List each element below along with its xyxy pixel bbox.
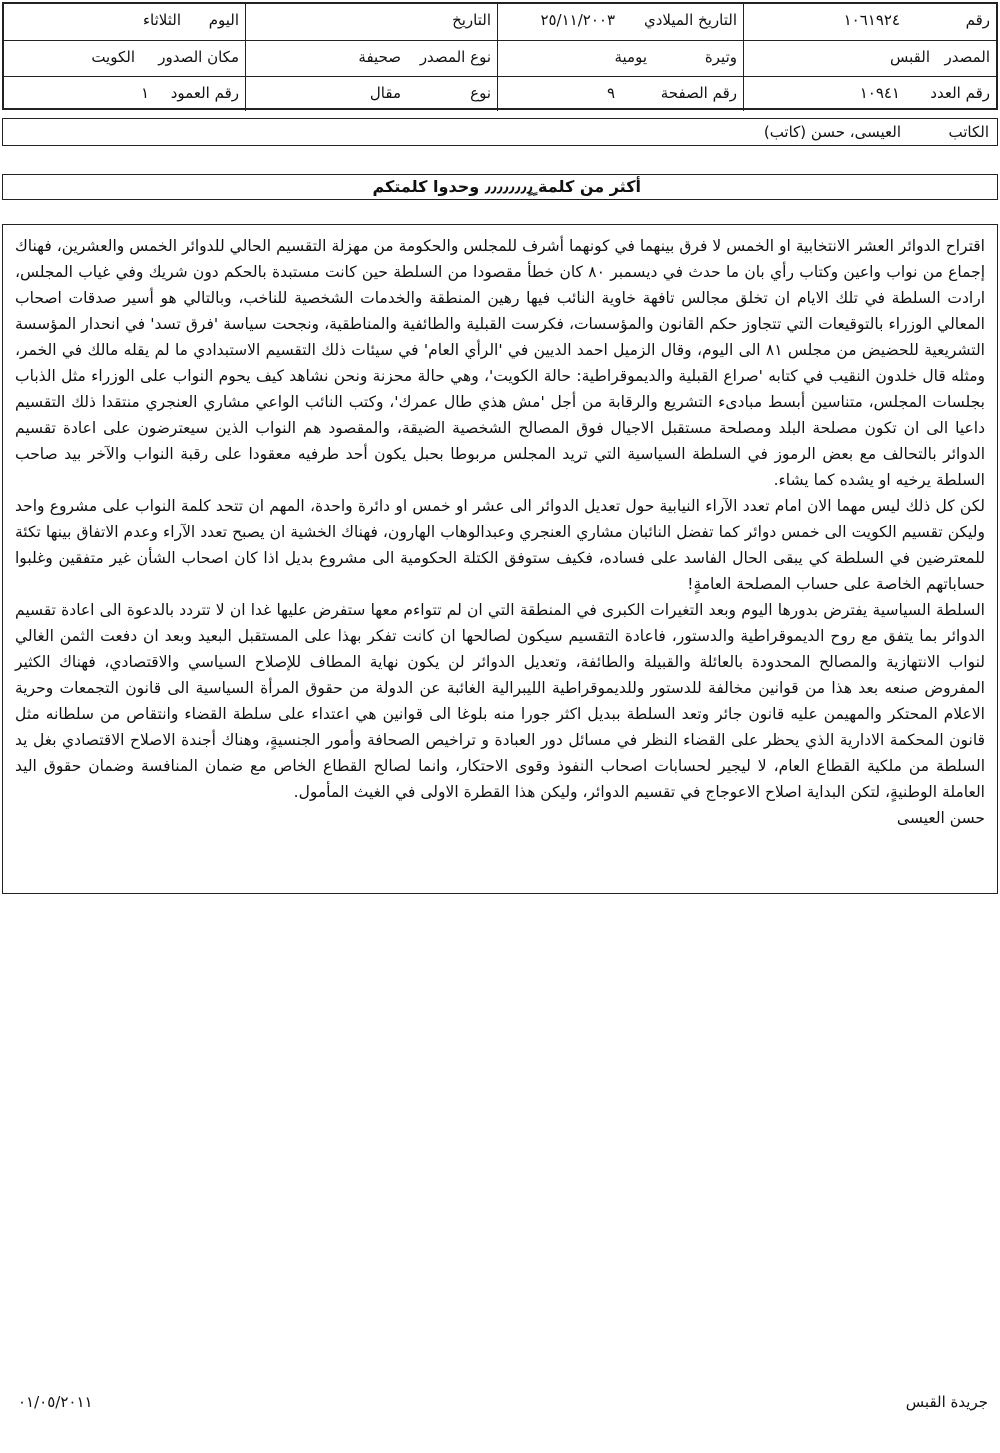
type-value: مقال: [369, 84, 401, 102]
day-cell: [0, 4, 246, 40]
source-value: القبس: [890, 48, 930, 66]
frequency-cell: [498, 41, 744, 77]
issue-cell: [744, 77, 996, 111]
metadata-row-3: [4, 76, 996, 111]
page-number-value: ٩: [606, 84, 615, 102]
article-paragraph: اقتراح الدوائر العشر الانتخابية او الخمس لا فرق بينهما في كونهما أشرف للمجلس والحكومة من مهزلة التقسيم الحالي للدوائر الخمس والعشرين، فهناك إجماع من نواب واعين وكتاب رأي بان ما حدث في ديسمبر ٨٠ كان خطأ مقصودا من السلطة حين كانت مستبدة بالحكم دون شريك وفي غياب المجلس، ارادت السلطة في تلك الايام ان تخلق مجالس تافهة خاوية النائب فيها رهين المنطقة والخدمات الشخصية للناخب، وبالتالي هو أسير صدقات اصحاب المعالي الوزراء بالتوقيعات التي تتجاوز حكم القانون والمؤسسات، فكرست القبلية والطائفية والمناطقية، ونجحت سياسة 'فرق تسد' في انحدار المؤسسة التشريعية للحضيض من مجلس ٨١ الى اليوم، وقال الزميل احمد الديين في 'الرأي العام' في سيئات ذلك التقسيم الاستبدادي ما لم يقله مالك في الخمر، ومثله قال خلدون النقيب في كتابه 'صراع القبلية والديموقراطية: حالة الكويت'، وهي حالة محزنة ونحن نشاهد كيف يحوم النواب على الوزراء مثل الذباب بجلسات المجلس، متناسين أبسط مبادىء التشريع والرقابة من أجل 'مش هذي طال عمرك'، وكتب النائب الواعي مشاري العنجري منتقدا ذلك التقسيم داعيا الى ان تكون مصلحة البلد ومصلحة مستقبل الاجيال فوق المصالح الشخصية الضيقة، والمقصود هم النواب الذين سيعترضون على اعادة تقسيم الدوائر بالتحالف مع بعض الرموز في السلطة السياسية التي تريد المجلس مربوطا بحبل يكون أحد طرفيه معقودا على رقبة النواب والآخر بيد صاحب السلطة يرخيه او يشده كما يشاء.: [15, 237, 986, 489]
day-label: اليوم: [208, 11, 239, 29]
article-paragraph: لكن كل ذلك ليس مهما الان امام تعدد الآراء النيابية حول تعديل الدوائر الى عشر او خمس او دائرة واحدة، المهم ان تتحد كلمة النواب على مشروع واحد وليكن تقسيم الكويت الى خمس دوائر كما تفضل النائبان مشاري العنجري وعبدالوهاب الهارون، فهناك الخشية ان يصبح تعدد الآراء وعدم الاتفاق بينها تكئة للمعترضين في السلطة كي يبقى الحال الفاسد على فساده، فكيف ستوفق الكتلة الحكومية الى مشروع بديل اذا كان اصحاب الشأن غير متفقين وغلبوا حساباتهم الخاصة على حساب المصلحة العامةٍ!: [15, 497, 985, 593]
source-label: المصدر: [944, 48, 990, 66]
article-title-box: [2, 174, 998, 200]
type-cell: [246, 77, 498, 111]
column-value: ١: [140, 84, 149, 102]
gregorian-date-value: ٢٥/١١/٢٠٠٣: [540, 11, 615, 29]
column-label: رقم العمود: [170, 84, 239, 102]
source-type-label: نوع المصدر: [419, 48, 491, 66]
source-type-cell: [246, 41, 498, 77]
issue-label: رقم العدد: [930, 84, 990, 102]
column-cell: [0, 77, 246, 111]
footer-source: جريدة القبس: [905, 1393, 988, 1411]
article-body: [2, 224, 998, 894]
metadata-table: [2, 2, 998, 110]
frequency-label: وتيرة: [704, 48, 737, 66]
place-label: مكان الصدور: [158, 48, 239, 66]
date-cell: [246, 4, 498, 40]
article-paragraph: السلطة السياسية يفترض بدورها اليوم وبعد التغيرات الكبرى في المنطقة التي ان لم تتواءم معها ستفرض عليها غدا ان لا تتردد بالدعوة الى اعادة تقسيم الدوائر بما يتفق مع روح الديموقراطية والدستور، فاعادة التقسيم سيكون لصالحها ان كانت تفكر بهذا على المستقبل البعيد وبعد ان دفعت الثمن الغالي لنواب الانتهازية والمصالح المحدودة بالعائلة والقبيلة والطائفة، وتعديل الدوائر لن يكون نهاية المطاف للإصلاح السياسي والاقتصادي، فهناك الكثير المفروض صنعه بعد هذا من قوانين مخالفة للدستور وللديموقراطية الليبرالية الغائبة عن الدولة من حقوق المرأة السياسية الى قانون التجمعات وحرية الاعلام المحتكر والمهيمن عليه قانون جائر وتعد السلطة ببديل اكثر جورا منه بلوغا الى قوانين هي اعتداء على سلطة القضاء وانتقاص من سلطانه مثل قانون المحكمة الادارية الذي يحظر على القضاء النظر في مسائل دور العبادة و تراخيص الصحافة وأمور الجنسيةٍ، وهناك أجندة الاصلاح الاقتصادي بغل يد السلطة من ملكية القطاع العام، لا ليجير لحسابات اصحاب النفوذ وقوى الاحتكار، وانما لصالح القطاع الخاص مع ضمان المنافسة وضمان حقوق اليد العاملة الوطنيةٍ، لتكن البداية اصلاح الاعوجاج في تقسيم الدوائر، وليكن هذا القطرة الاولى في الغيث المأمول.: [15, 601, 985, 801]
metadata-row-2: [4, 40, 996, 77]
place-cell: [0, 41, 246, 77]
frequency-value: يومية: [614, 48, 647, 66]
author-value: العيسى، حسن (كاتب): [763, 123, 901, 141]
gregorian-date-cell: [498, 4, 744, 40]
source-type-value: صحيفة: [358, 48, 401, 66]
source-cell: [744, 41, 996, 77]
page-number-cell: [498, 77, 744, 111]
day-value: الثلاثاء: [142, 11, 181, 29]
number-label: رقم: [965, 11, 990, 29]
article-signature: حسن العيسى: [896, 809, 985, 827]
author-label: الكاتب: [948, 123, 989, 141]
author-box: [2, 118, 998, 146]
page-number-label: رقم الصفحة: [660, 84, 737, 102]
issue-value: ١٠٩٤١: [859, 84, 900, 102]
type-label: نوع: [470, 84, 491, 102]
metadata-row-1: [4, 4, 996, 40]
footer-date: ٠١/٠٥/٢٠١١: [18, 1393, 93, 1411]
article-title: أكثر من كلمة ٍ٫٫٫٫٫٫٫٫ٍ وحدوا كلمتكم: [372, 177, 641, 196]
article-text: [15, 233, 985, 805]
gregorian-date-label: التاريخ الميلادي: [643, 11, 737, 29]
number-cell: [744, 4, 996, 40]
date-label: التاريخ: [452, 11, 491, 29]
place-value: الكويت: [91, 48, 135, 66]
number-value: ١٠٦١٩٢٤: [843, 11, 900, 29]
